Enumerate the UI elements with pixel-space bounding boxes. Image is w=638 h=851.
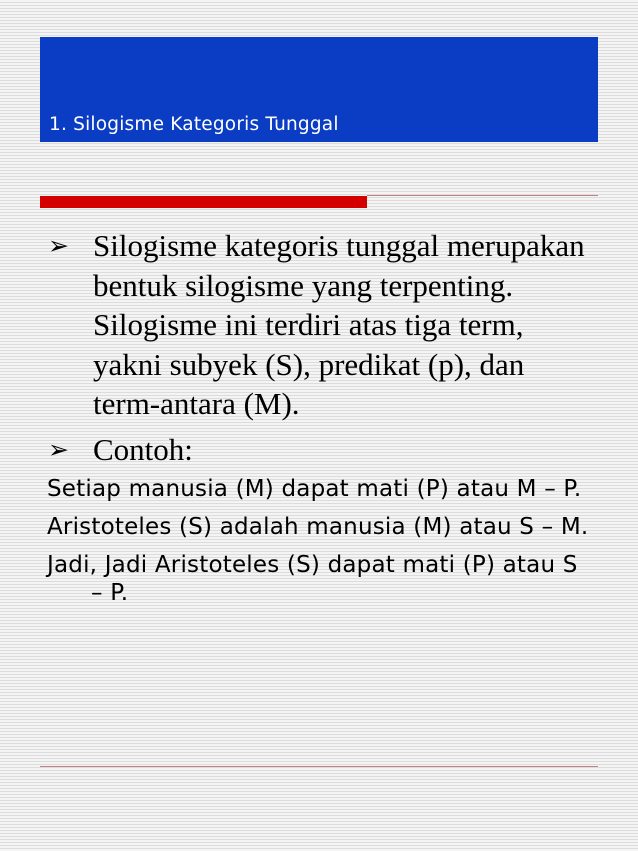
bullet-item (47, 226, 595, 424)
footer-rule (40, 766, 598, 767)
title-underline-rule (367, 195, 598, 196)
slide-title: 1. Silogisme Kategoris Tunggal (49, 114, 339, 135)
bullet-item (47, 430, 595, 470)
slide-content (47, 226, 595, 617)
arrow-bullet-icon: ➢ (48, 231, 69, 260)
title-bar (40, 37, 598, 142)
example-line: Setiap manusia (M) dapat mati (P) atau M – P. (47, 476, 582, 502)
example-line: Jadi, Jadi Aristoteles (S) dapat mati (P) atau S – P. (47, 552, 578, 606)
bullet-text: Contoh: (93, 431, 193, 467)
arrow-bullet-icon: ➢ (48, 434, 69, 464)
bullet-text: Silogisme kategoris tunggal merupakan bentuk silogisme yang terpenting. Silogisme ini terdiri atas tiga term, yakni subyek (S), predikat (p), dan term-antara (M). (93, 228, 585, 421)
example-line: Aristoteles (S) adalah manusia (M) atau S – M. (47, 514, 589, 540)
title-underline-accent (40, 196, 367, 208)
